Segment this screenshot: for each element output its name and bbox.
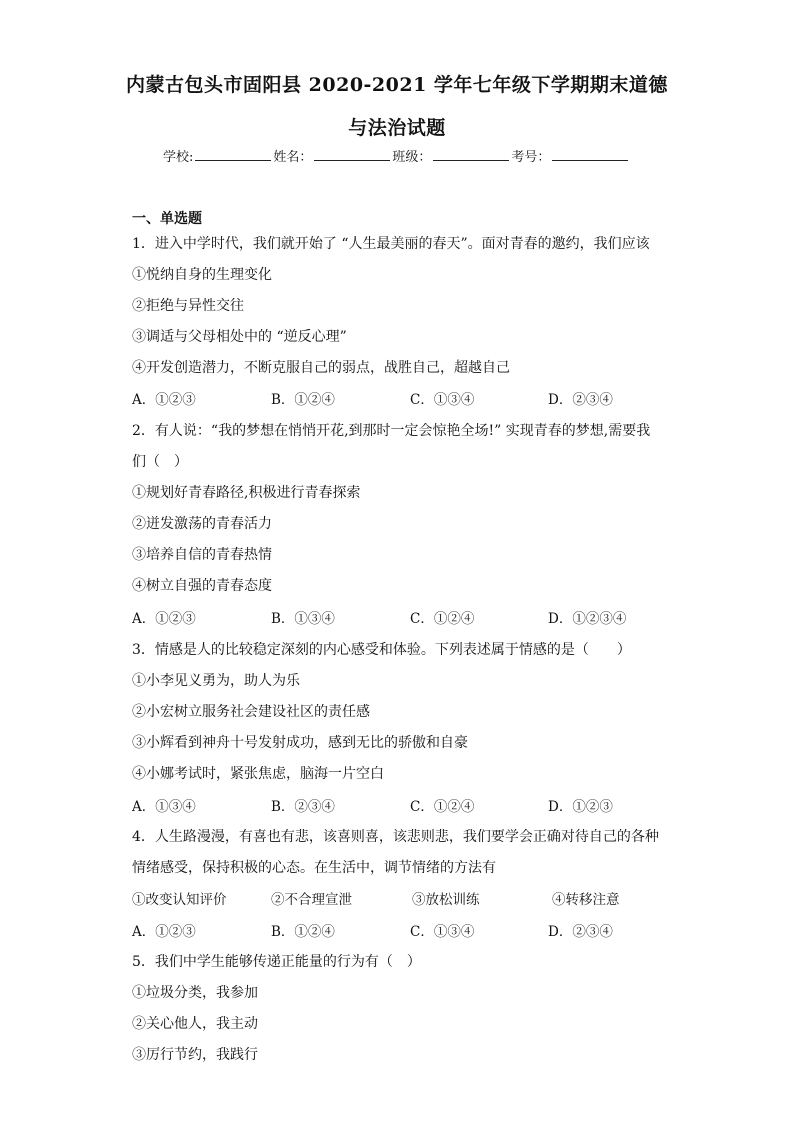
question-5-item-1: ①垃圾分类，我参加 — [132, 985, 258, 1001]
question-3-option-b[interactable]: B．②③④ — [271, 799, 335, 815]
question-3-item-4: ④小娜考试时，紧张焦虑，脑海一片空白 — [132, 766, 384, 782]
question-2-option-a[interactable]: A．①②③ — [132, 611, 196, 627]
exam-title-line2: 与法治试题 — [348, 117, 446, 139]
question-1-item-4: ④开发创造潜力，不断克服自己的弱点，战胜自己，超越自己 — [132, 360, 510, 376]
question-3-option-d[interactable]: D．①②③ — [548, 799, 613, 815]
section-heading: 一、单选题 — [132, 211, 202, 227]
name-label: 姓名： — [273, 150, 313, 165]
school-blank — [195, 146, 271, 161]
question-3-option-c[interactable]: C．①②④ — [410, 799, 475, 815]
question-4-stem-line2: 情绪感受，保持积极的心态。在生活中，调节情绪的方法有 — [132, 860, 496, 876]
question-1-item-1: ①悦纳自身的生理变化 — [132, 267, 272, 283]
question-4-option-a[interactable]: A．①②③ — [132, 924, 196, 940]
question-4-option-c[interactable]: C．①③④ — [410, 924, 475, 940]
question-1-item-3: ③调适与父母相处中的 “逆反心理” — [132, 329, 347, 345]
question-5-stem: 5．我们中学生能够传递正能量的行为有（ ） — [132, 954, 421, 970]
question-4-stem-line1: 4．人生路漫漫，有喜也有悲，该喜则喜，该悲则悲，我们要学会正确对待自己的各种 — [132, 829, 659, 845]
question-2-stem-line2: 们（ ） — [132, 454, 188, 470]
question-1-option-d[interactable]: D．②③④ — [548, 392, 613, 408]
question-4-option-b[interactable]: B．①②④ — [271, 924, 335, 940]
question-2-item-2: ②迸发激荡的青春活力 — [132, 516, 272, 532]
question-2-option-c[interactable]: C．①②④ — [410, 611, 475, 627]
name-blank — [314, 146, 390, 161]
question-3-item-1: ①小李见义勇为，助人为乐 — [132, 673, 300, 689]
question-5-item-2: ②关心他人，我主动 — [132, 1016, 258, 1032]
student-info-row — [163, 146, 630, 165]
question-3-item-2: ②小宏树立服务社会建设社区的责任感 — [132, 704, 370, 720]
question-5-item-3: ③厉行节约，我践行 — [132, 1047, 258, 1063]
question-1-item-2: ②拒绝与异性交往 — [132, 298, 244, 314]
question-2-item-3: ③培养自信的青春热情 — [132, 547, 272, 563]
class-blank — [433, 146, 509, 161]
question-3-stem: 3．情感是人的比较稳定深刻的内心感受和体验。下列表述属于情感的是（ ） — [132, 642, 631, 658]
question-4-item-4: ④转移注意 — [552, 892, 620, 908]
question-4-item-2: ②不合理宣泄 — [271, 892, 352, 908]
exam-title-line1: 内蒙古包头市固阳县 2020-2021 学年七年级下学期期末道德 — [126, 74, 668, 96]
question-1-option-b[interactable]: B．①②④ — [271, 392, 335, 408]
exam-number-label: 考号： — [511, 150, 551, 165]
question-2-item-1: ①规划好青春路径,积极进行青春探索 — [132, 485, 361, 501]
question-1-option-c[interactable]: C．①③④ — [410, 392, 475, 408]
question-3-option-a[interactable]: A．①③④ — [132, 799, 196, 815]
question-2-option-d[interactable]: D．①②③④ — [548, 611, 627, 627]
question-4-option-d[interactable]: D．②③④ — [548, 924, 613, 940]
question-2-item-4: ④树立自强的青春态度 — [132, 578, 272, 594]
school-label: 学校: — [163, 150, 194, 165]
question-2-stem-line1: 2．有人说：“我的梦想在悄悄开花,到那时一定会惊艳全场!” 实现青春的梦想,需要我 — [132, 423, 651, 439]
exam-number-blank — [552, 146, 628, 161]
question-3-item-3: ③小辉看到神舟十号发射成功，感到无比的骄傲和自豪 — [132, 735, 468, 751]
class-label: 班级： — [392, 150, 432, 165]
question-1-stem: 1．进入中学时代，我们就开始了 “人生最美丽的春天”。面对青春的邀约，我们应该 — [132, 236, 650, 252]
question-4-item-3: ③放松训练 — [412, 892, 480, 908]
question-1-option-a[interactable]: A．①②③ — [132, 392, 196, 408]
question-4-item-1: ①改变认知评价 — [132, 892, 227, 908]
question-2-option-b[interactable]: B．①③④ — [271, 611, 335, 627]
